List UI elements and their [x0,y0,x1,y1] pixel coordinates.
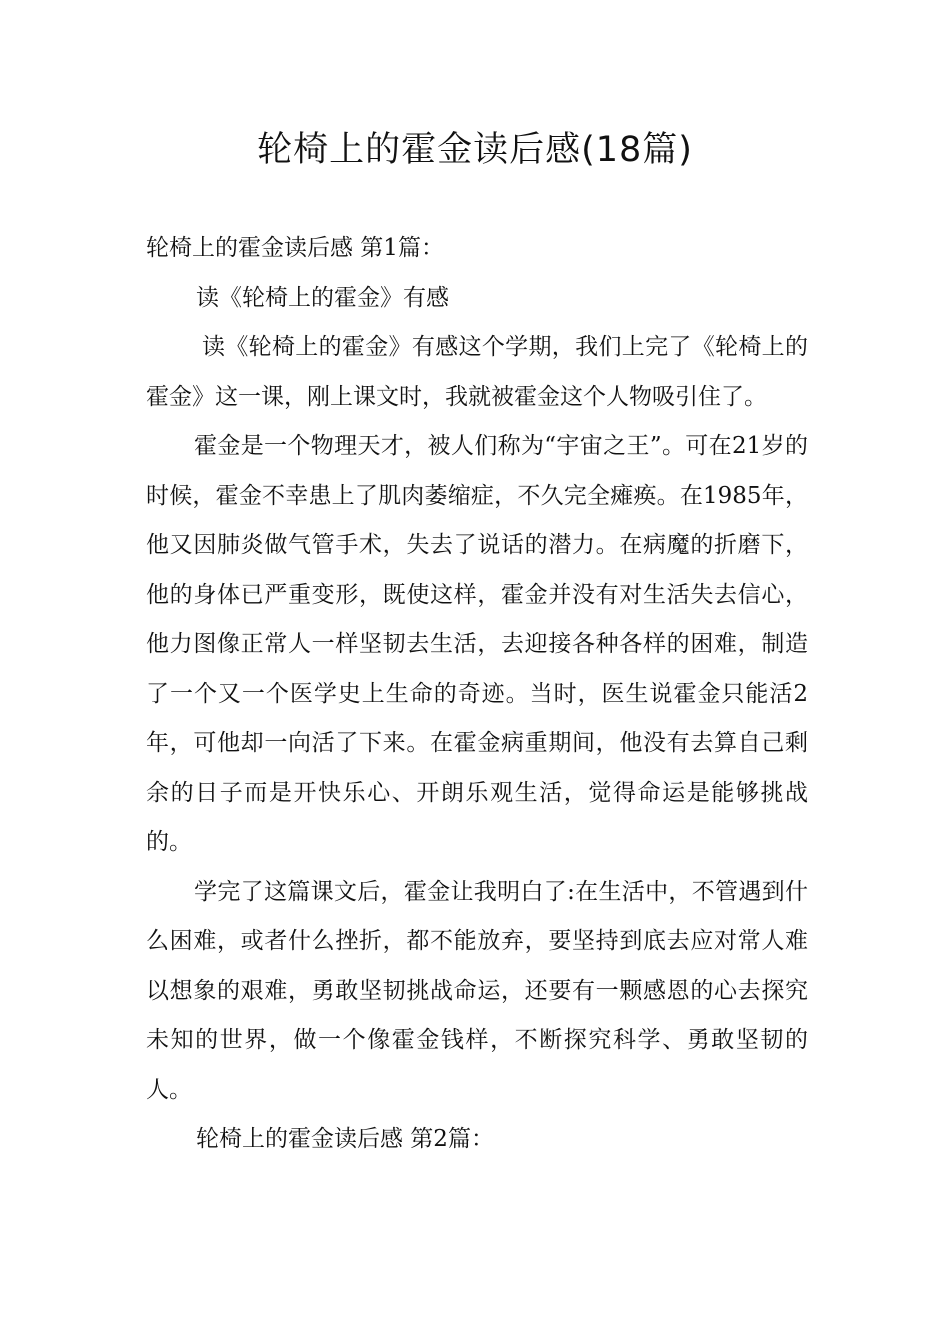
document-title: 轮椅上的霍金读后感(18篇) [257,130,693,170]
paragraph-2: 霍金是一个物理天才，被人们称为“宇宙之王”。可在21岁的时候，霍金不幸患上了肌肉萎缩症，不久完全瘫痪。在1985年，他又因肺炎做气管手术，失去了说话的潜力。在病魔的折磨下，他的身体已严重变形，既使这样，霍金并没有对生活失去信心，他力图像正常人一样坚韧去生活，去迎接各种各样的困难，制造了一个又一个医学史上生命的奇迹。当时，医生说霍金只能活2年，可他却一向活了下来。在霍金病重期间，他没有去算自己剩余的日子而是开快乐心、开朗乐观生活，觉得命运是能够挑战的。 [146,433,808,855]
section-heading-1: 轮椅上的霍金读后感 第1篇： [146,235,444,261]
paragraph-1: 读《轮椅上的霍金》有感这个学期，我们上完了《轮椅上的霍金》这一课，刚上课文时，我就被霍金这个人物吸引住了。 [146,334,808,410]
article-subtitle: 读《轮椅上的霍金》有感 [196,284,449,311]
section-heading-2: 轮椅上的霍金读后感 第2篇： [196,1126,494,1152]
document-body [146,224,808,1165]
paragraph-3: 学完了这篇课文后，霍金让我明白了:在生活中，不管遇到什么困难，或者什么挫折，都不能放弃，要坚持到底去应对常人难以想象的艰难，勇敢坚韧挑战命运，还要有一颗感恩的心去探究未知的世界，做一个像霍金钱样，不断探究科学、勇敢坚韧的人。 [146,878,808,1103]
